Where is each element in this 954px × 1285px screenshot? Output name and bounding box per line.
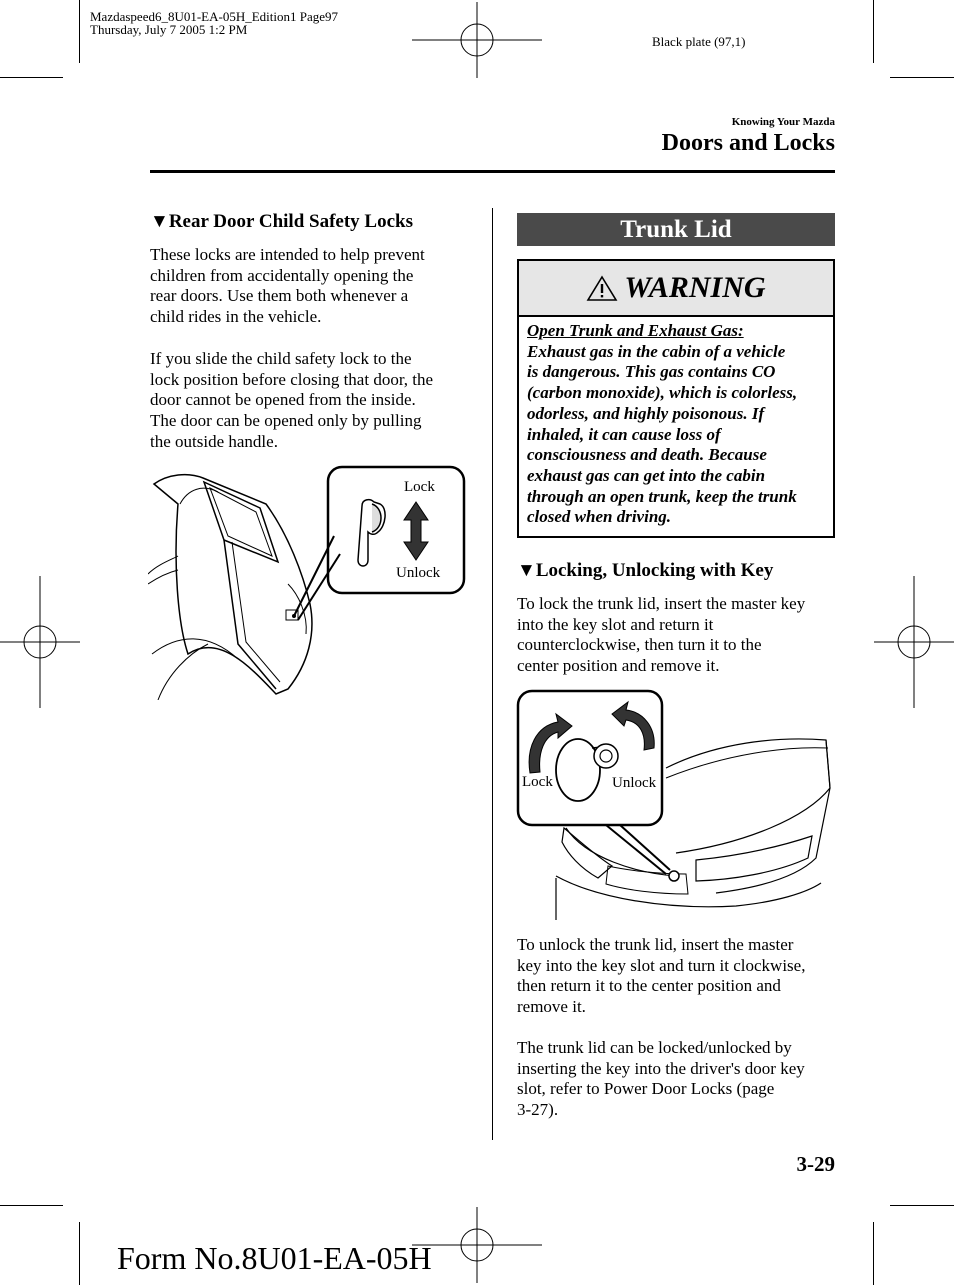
registration-mark-left (0, 576, 80, 708)
header-rule (150, 170, 835, 173)
left-heading-text: Rear Door Child Safety Locks (168, 211, 414, 232)
figure-unlock-label: Unlock (396, 565, 441, 581)
warning-header (519, 261, 833, 317)
right-heading-text: Locking, Unlocking with Key (535, 560, 774, 581)
warning-triangle-icon (586, 274, 618, 302)
figure-lock-label: Lock (404, 479, 435, 495)
crop-mark (890, 77, 954, 78)
crop-mark (79, 1222, 80, 1285)
registration-mark-right (874, 576, 954, 708)
crop-mark (0, 1205, 63, 1206)
left-paragraph-1: These locks are intended to help prevent children from accidentally opening the rear doors. Use them both whenever a child rides in the vehicle. (150, 245, 425, 327)
figure-unlock-label: Unlock (612, 775, 657, 791)
right-paragraph-3: The trunk lid can be locked/unlocked by inserting the key into the driver's door key slot, refer to Power Door Locks (page 3-27). (517, 1038, 805, 1120)
crop-mark (890, 1205, 954, 1206)
rear-door-illustration (148, 464, 468, 700)
warning-lead: Open Trunk and Exhaust Gas: (527, 321, 744, 340)
warning-box (517, 259, 835, 538)
form-number: Form No.8U01-EA-05H (117, 1240, 432, 1276)
section-label: Knowing Your Mazda (731, 116, 835, 128)
page-number: 3-29 (796, 1152, 835, 1176)
plate-label: Black plate (97,1) (652, 34, 746, 49)
warning-title: WARNING (624, 271, 766, 304)
figure-lock-label: Lock (522, 774, 553, 790)
page-title: Doors and Locks (661, 130, 835, 156)
print-meta-line1: Mazdaspeed6_8U01-EA-05H_Edition1 Page97 (90, 9, 339, 24)
print-meta-line2: Thursday, July 7 2005 1:2 PM (90, 22, 248, 37)
crop-mark (0, 77, 63, 78)
crop-mark (873, 1222, 874, 1285)
warning-body: Open Trunk and Exhaust Gas: Exhaust gas in the cabin of a vehicle is dangerous. This gas contains CO (carbon monoxide), which is colorless, odorless, and highly poisonous. If inhaled, it can cause loss of consciousness and death. Because exhaust gas can get into the cabin through an open trunk, keep the trunk closed when driving. (527, 321, 798, 527)
triangle-marker-icon: ▼ (517, 560, 536, 581)
crop-mark (79, 0, 80, 63)
triangle-marker-icon: ▼ (150, 211, 169, 232)
right-heading (517, 560, 773, 582)
right-paragraph-1: To lock the trunk lid, insert the master key into the key slot and return it counterclockwise, then turn it to the center position and remove it. (517, 594, 806, 676)
left-heading (150, 211, 413, 233)
left-paragraph-2: If you slide the child safety lock to the lock position before closing that door, the door cannot be opened from the inside. The door can be opened only by pulling the outside handle. (150, 349, 434, 451)
crop-mark (873, 0, 874, 63)
registration-mark-top (412, 2, 542, 78)
trunk-key-illustration (516, 688, 836, 924)
column-divider (492, 208, 493, 1140)
right-paragraph-2: To unlock the trunk lid, insert the master key into the key slot and turn it clockwise, then return it to the center position and remove it. (517, 935, 806, 1017)
section-banner: Trunk Lid (517, 213, 835, 246)
